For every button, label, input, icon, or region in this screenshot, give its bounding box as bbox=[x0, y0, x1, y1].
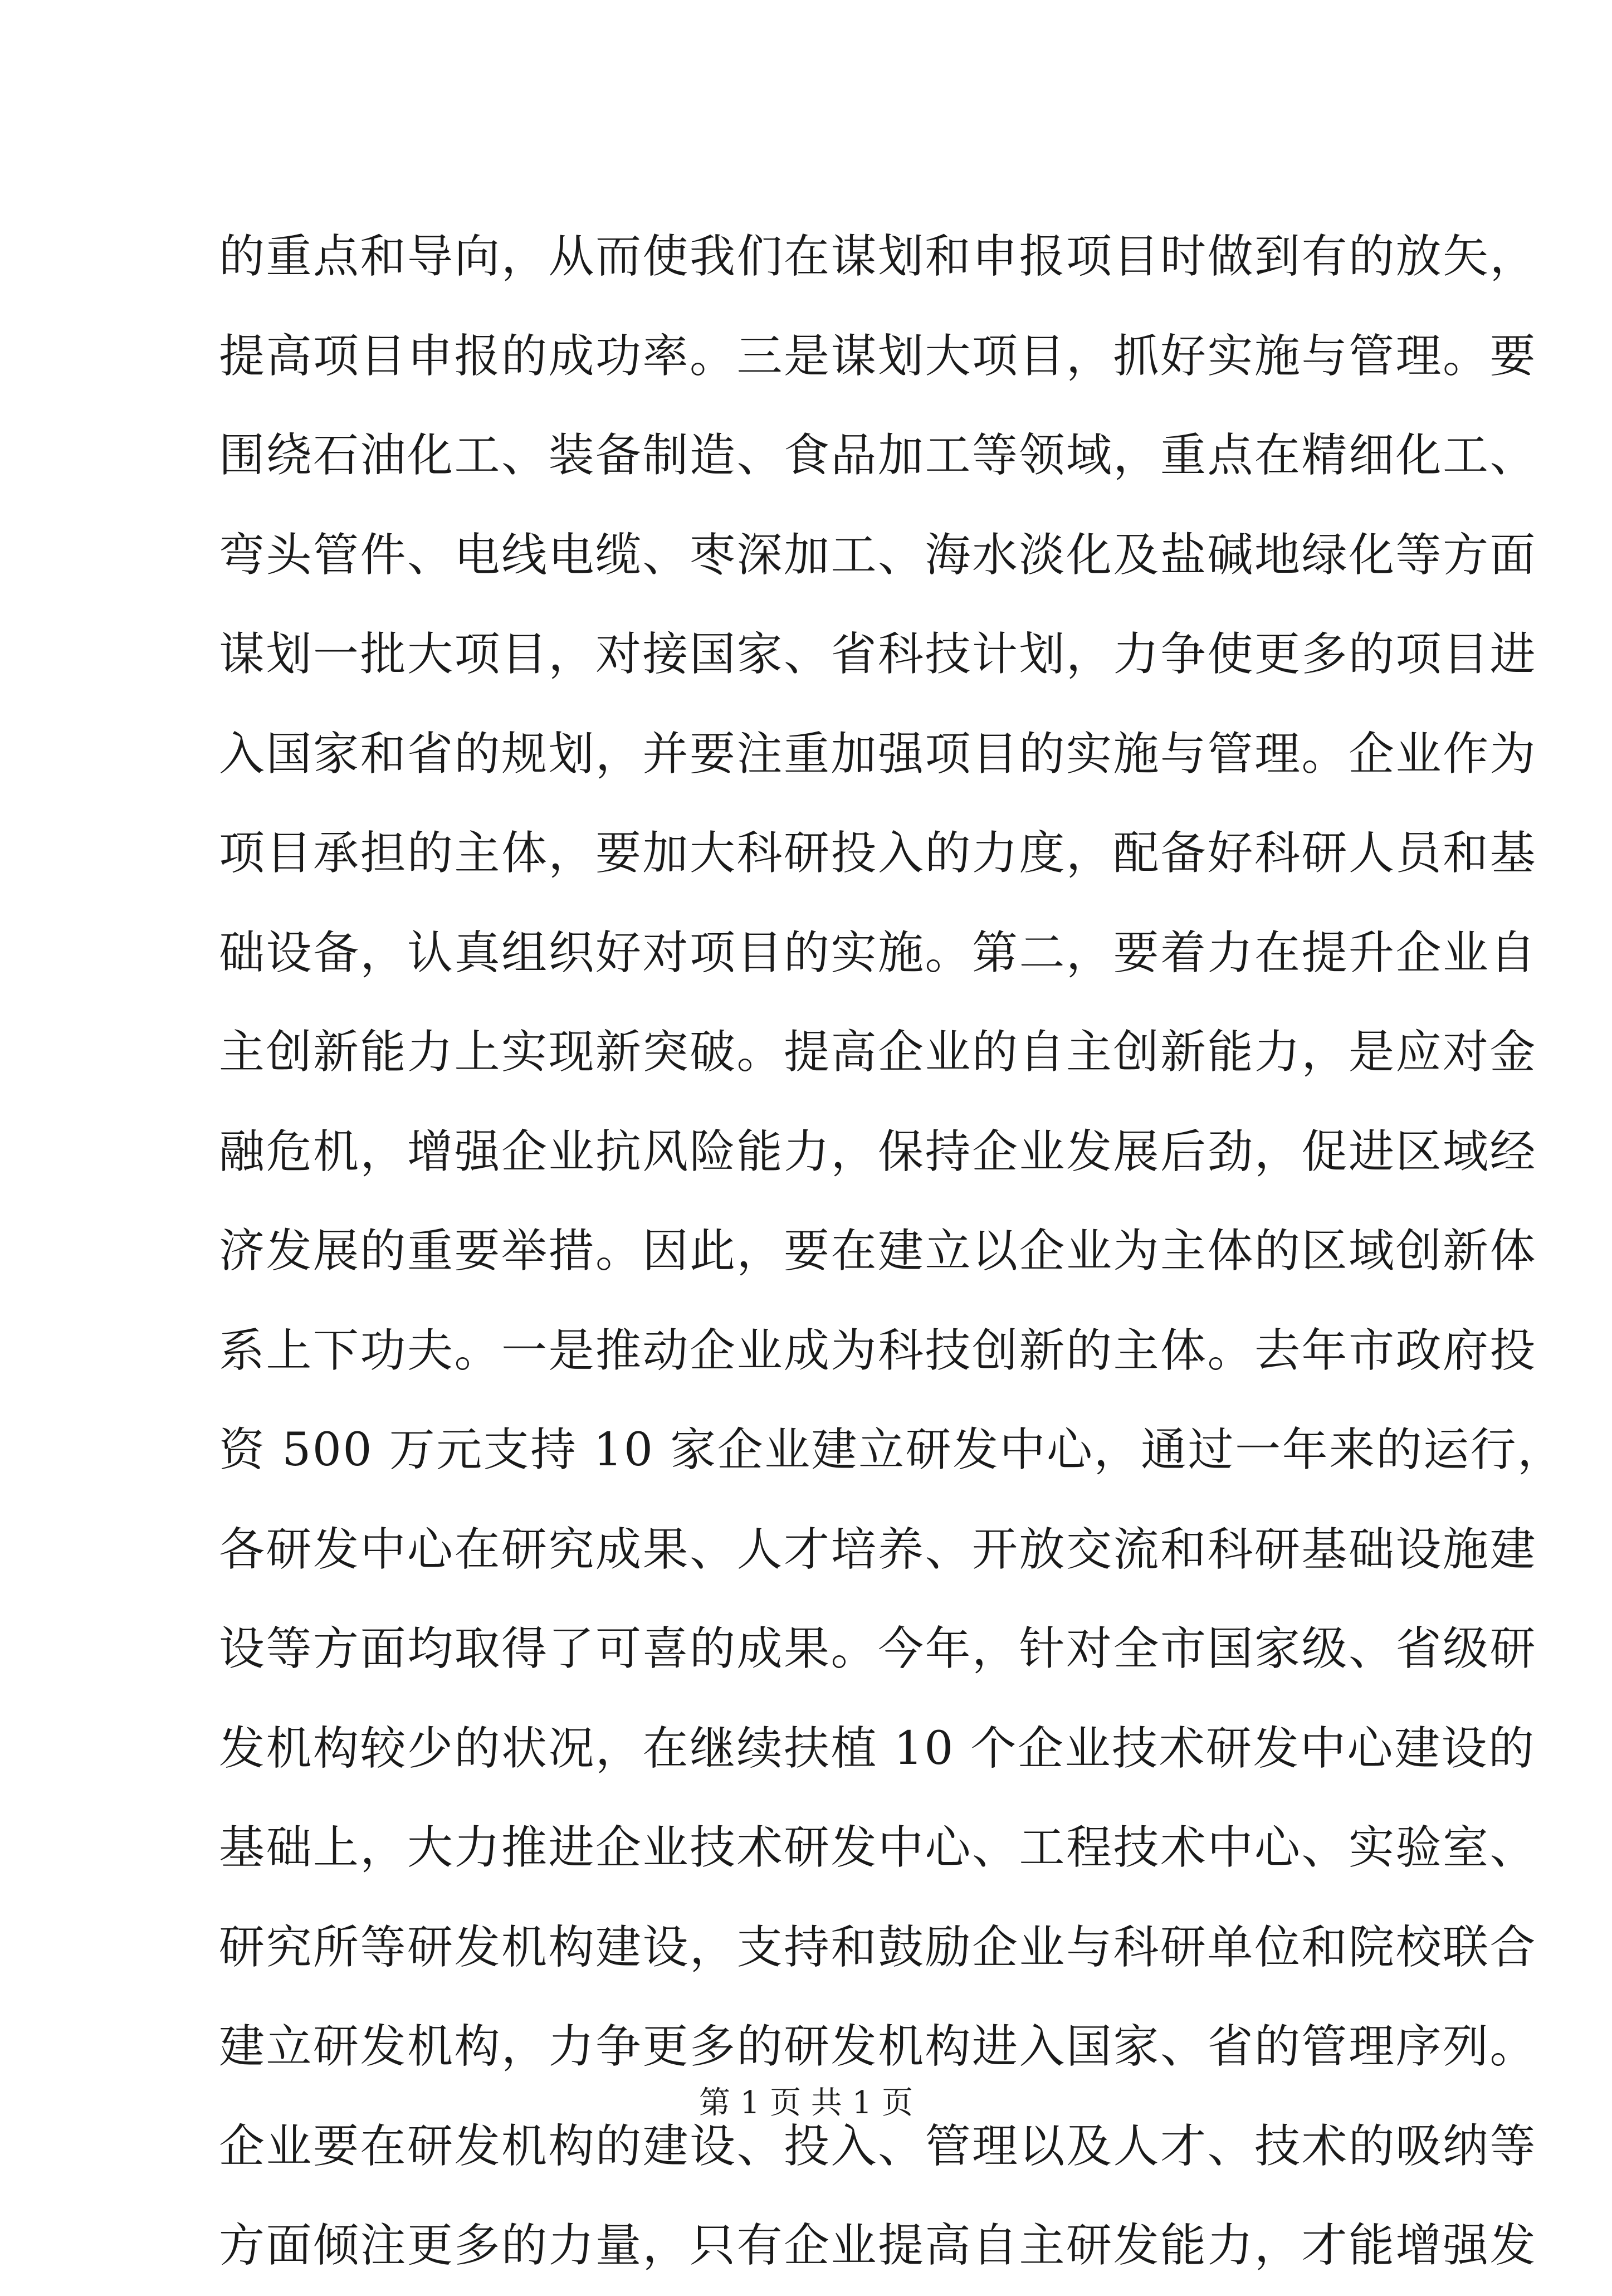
text-line: 弯头管件、电线电缆、枣深加工、海水淡化及盐碱地绿化等方面 bbox=[219, 528, 1537, 582]
text-line: 系上下功夫。一是推动企业成为科技创新的主体。去年市政府投 bbox=[219, 1324, 1537, 1377]
text-line: 发机构较少的状况，在继续扶植 10 个企业技术研发中心建设的 bbox=[219, 1722, 1536, 1775]
text-line: 围绕石油化工、装备制造、食品加工等领域，重点在精细化工、 bbox=[219, 429, 1537, 482]
text-line: 入国家和省的规划，并要注重加强项目的实施与管理。企业作为 bbox=[219, 727, 1537, 781]
text-line: 主创新能力上实现新突破。提高企业的自主创新能力，是应对金 bbox=[219, 1026, 1537, 1079]
text-line: 各研发中心在研究成果、人才培养、开放交流和科研基础设施建 bbox=[219, 1523, 1537, 1576]
text-line: 建立研发机构，力争更多的研发机构进入国家、省的管理序列。 bbox=[219, 2020, 1537, 2073]
text-line: 济发展的重要举措。因此，要在建立以企业为主体的区域创新体 bbox=[219, 1225, 1537, 1278]
text-line: 项目承担的主体，要加大科研投入的力度，配备好科研人员和基 bbox=[219, 827, 1537, 880]
text-line: 设等方面均取得了可喜的成果。今年，针对全市国家级、省级研 bbox=[219, 1622, 1537, 1675]
text-line: 谋划一批大项目，对接国家、省科技计划，力争使更多的项目进 bbox=[219, 628, 1537, 681]
page-footer bbox=[0, 2081, 1612, 2126]
text-line: 融危机，增强企业抗风险能力，保持企业发展后劲，促进区域经 bbox=[219, 1125, 1537, 1178]
body-text bbox=[219, 207, 1565, 2296]
text-line: 基础上，大力推进企业技术研发中心、工程技术中心、实验室、 bbox=[219, 1821, 1537, 1874]
text-line: 的重点和导向，从而使我们在谋划和申报项目时做到有的放矢， bbox=[219, 230, 1537, 283]
text-line: 方面倾注更多的力量，只有企业提高自主研发能力，才能增强发 bbox=[219, 2219, 1537, 2272]
text-line: 提高项目申报的成功率。三是谋划大项目，抓好实施与管理。要 bbox=[219, 329, 1537, 383]
text-line: 础设备，认真组织好对项目的实施。第二，要着力在提升企业自 bbox=[219, 926, 1537, 979]
page-number-label: 第 1 页 共 1 页 bbox=[698, 2085, 914, 2121]
text-line: 研究所等研发机构建设，支持和鼓励企业与科研单位和院校联合 bbox=[219, 1920, 1537, 1974]
text-line: 企业要在研发机构的建设、投入、管理以及人才、技术的吸纳等 bbox=[219, 2119, 1537, 2173]
text-line: 资 500 万元支持 10 家企业建立研发中心，通过一年来的运行， bbox=[219, 1424, 1565, 1476]
